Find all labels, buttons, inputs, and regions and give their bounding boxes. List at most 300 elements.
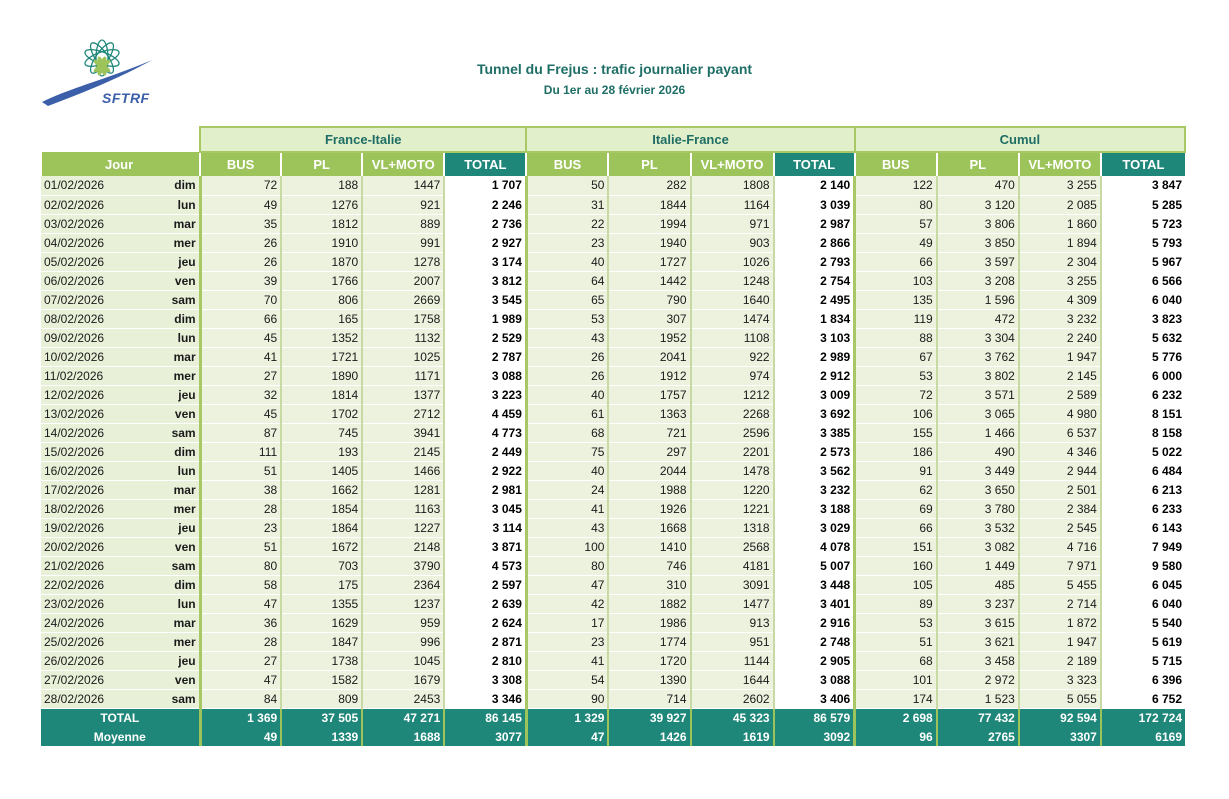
day-cell: mar bbox=[151, 613, 200, 632]
if-total-cell: 2 140 bbox=[774, 176, 855, 195]
if-bus-cell: 80 bbox=[526, 556, 608, 575]
cu-bus-cell: 105 bbox=[855, 575, 937, 594]
fi-pl-cell: 1702 bbox=[281, 404, 362, 423]
col-header-total: TOTAL bbox=[774, 152, 855, 176]
if-vl-moto-cell: 1640 bbox=[691, 290, 774, 309]
if-pl-cell: 1774 bbox=[608, 632, 690, 651]
col-header-bus: BUS bbox=[200, 152, 281, 176]
if-total-cell: 3 009 bbox=[774, 385, 855, 404]
table-row bbox=[41, 385, 1185, 404]
fi-pl-cell: 1629 bbox=[281, 613, 362, 632]
fi-vl-moto-footer-cell: 1688 bbox=[362, 727, 444, 746]
fi-pl-cell: 1738 bbox=[281, 651, 362, 670]
date-cell: 07/02/2026 bbox=[41, 290, 151, 309]
fi-total-cell: 3 871 bbox=[444, 537, 526, 556]
cu-total-cell: 6 040 bbox=[1101, 594, 1185, 613]
if-bus-cell: 23 bbox=[526, 632, 608, 651]
cu-total-cell: 9 580 bbox=[1101, 556, 1185, 575]
cu-bus-cell: 160 bbox=[855, 556, 937, 575]
table-row bbox=[41, 651, 1185, 670]
if-bus-cell: 22 bbox=[526, 214, 608, 233]
date-cell: 28/02/2026 bbox=[41, 689, 151, 708]
if-total-cell: 3 401 bbox=[774, 594, 855, 613]
if-total-cell: 3 562 bbox=[774, 461, 855, 480]
if-pl-cell: 307 bbox=[608, 309, 690, 328]
date-cell: 08/02/2026 bbox=[41, 309, 151, 328]
fi-total-cell: 4 459 bbox=[444, 404, 526, 423]
fi-vl-moto-cell: 3941 bbox=[362, 423, 444, 442]
fi-pl-cell: 1766 bbox=[281, 271, 362, 290]
if-bus-cell: 54 bbox=[526, 670, 608, 689]
fi-total-cell: 2 449 bbox=[444, 442, 526, 461]
fi-vl-moto-cell: 1377 bbox=[362, 385, 444, 404]
cu-bus-cell: 91 bbox=[855, 461, 937, 480]
fi-bus-cell: 51 bbox=[200, 461, 281, 480]
if-pl-cell: 1986 bbox=[608, 613, 690, 632]
day-cell: dim bbox=[151, 176, 200, 195]
cu-bus-cell: 88 bbox=[855, 328, 937, 347]
cu-vl-moto-cell: 7 971 bbox=[1019, 556, 1101, 575]
fi-pl-cell: 1672 bbox=[281, 537, 362, 556]
if-bus-cell: 23 bbox=[526, 233, 608, 252]
fi-bus-cell: 39 bbox=[200, 271, 281, 290]
group-cumul: Cumul bbox=[855, 127, 1185, 152]
cu-total-footer-cell: 172 724 bbox=[1101, 708, 1185, 727]
cu-vl-moto-cell: 2 085 bbox=[1019, 195, 1101, 214]
fi-vl-moto-cell: 2669 bbox=[362, 290, 444, 309]
cu-pl-cell: 485 bbox=[937, 575, 1019, 594]
cu-total-cell: 5 619 bbox=[1101, 632, 1185, 651]
if-vl-moto-cell: 922 bbox=[691, 347, 774, 366]
if-total-cell: 3 188 bbox=[774, 499, 855, 518]
date-cell: 20/02/2026 bbox=[41, 537, 151, 556]
date-cell: 18/02/2026 bbox=[41, 499, 151, 518]
if-vl-moto-cell: 1474 bbox=[691, 309, 774, 328]
date-cell: 10/02/2026 bbox=[41, 347, 151, 366]
if-total-cell: 3 029 bbox=[774, 518, 855, 537]
if-total-cell: 3 103 bbox=[774, 328, 855, 347]
if-vl-moto-cell: 974 bbox=[691, 366, 774, 385]
if-pl-cell: 1882 bbox=[608, 594, 690, 613]
cu-pl-cell: 3 237 bbox=[937, 594, 1019, 613]
cu-vl-moto-cell: 1 872 bbox=[1019, 613, 1101, 632]
date-cell: 06/02/2026 bbox=[41, 271, 151, 290]
cu-pl-cell: 472 bbox=[937, 309, 1019, 328]
cu-bus-cell: 66 bbox=[855, 252, 937, 271]
group-italie-france: Italie-France bbox=[526, 127, 854, 152]
if-total-cell: 3 385 bbox=[774, 423, 855, 442]
cu-total-cell: 5 776 bbox=[1101, 347, 1185, 366]
cu-total-cell: 5 022 bbox=[1101, 442, 1185, 461]
fi-bus-cell: 27 bbox=[200, 366, 281, 385]
day-cell: mar bbox=[151, 347, 200, 366]
if-bus-cell: 40 bbox=[526, 461, 608, 480]
col-header-total: TOTAL bbox=[1101, 152, 1185, 176]
fi-bus-footer-cell: 1 369 bbox=[200, 708, 281, 727]
day-cell: sam bbox=[151, 423, 200, 442]
cu-pl-cell: 1 466 bbox=[937, 423, 1019, 442]
cu-vl-moto-cell: 5 455 bbox=[1019, 575, 1101, 594]
fi-total-cell: 2 810 bbox=[444, 651, 526, 670]
if-bus-cell: 53 bbox=[526, 309, 608, 328]
cu-vl-moto-cell: 3 323 bbox=[1019, 670, 1101, 689]
if-total-cell: 3 448 bbox=[774, 575, 855, 594]
if-total-cell: 3 232 bbox=[774, 480, 855, 499]
if-pl-cell: 1940 bbox=[608, 233, 690, 252]
fi-bus-cell: 47 bbox=[200, 594, 281, 613]
col-header-jour: Jour bbox=[41, 152, 200, 176]
fi-pl-cell: 165 bbox=[281, 309, 362, 328]
fi-vl-moto-footer-cell: 47 271 bbox=[362, 708, 444, 727]
day-cell: lun bbox=[151, 461, 200, 480]
if-bus-footer-cell: 47 bbox=[526, 727, 608, 746]
fi-pl-cell: 1847 bbox=[281, 632, 362, 651]
page-title: Tunnel du Frejus : trafic journalier payant bbox=[476, 61, 753, 77]
if-pl-cell: 1442 bbox=[608, 271, 690, 290]
fi-total-cell: 2 597 bbox=[444, 575, 526, 594]
table-row bbox=[41, 176, 1185, 195]
if-total-cell: 4 078 bbox=[774, 537, 855, 556]
if-total-cell: 3 039 bbox=[774, 195, 855, 214]
cu-total-cell: 5 632 bbox=[1101, 328, 1185, 347]
cu-bus-cell: 62 bbox=[855, 480, 937, 499]
cu-pl-cell: 3 571 bbox=[937, 385, 1019, 404]
if-vl-moto-cell: 1248 bbox=[691, 271, 774, 290]
date-cell: 14/02/2026 bbox=[41, 423, 151, 442]
fi-bus-cell: 72 bbox=[200, 176, 281, 195]
if-vl-moto-cell: 2568 bbox=[691, 537, 774, 556]
if-pl-cell: 310 bbox=[608, 575, 690, 594]
if-total-cell: 3 088 bbox=[774, 670, 855, 689]
cu-vl-moto-footer-cell: 92 594 bbox=[1019, 708, 1101, 727]
col-header-total: TOTAL bbox=[444, 152, 526, 176]
if-total-cell: 2 793 bbox=[774, 252, 855, 271]
cu-vl-moto-cell: 4 716 bbox=[1019, 537, 1101, 556]
cu-pl-cell: 3 597 bbox=[937, 252, 1019, 271]
fi-bus-cell: 111 bbox=[200, 442, 281, 461]
if-vl-moto-cell: 971 bbox=[691, 214, 774, 233]
date-cell: 21/02/2026 bbox=[41, 556, 151, 575]
fi-pl-cell: 745 bbox=[281, 423, 362, 442]
fi-vl-moto-cell: 1163 bbox=[362, 499, 444, 518]
cu-vl-moto-cell: 5 055 bbox=[1019, 689, 1101, 708]
fi-pl-cell: 1864 bbox=[281, 518, 362, 537]
if-vl-moto-cell: 1808 bbox=[691, 176, 774, 195]
day-cell: mar bbox=[151, 214, 200, 233]
fi-pl-cell: 703 bbox=[281, 556, 362, 575]
cu-pl-cell: 3 802 bbox=[937, 366, 1019, 385]
cu-vl-moto-cell: 1 947 bbox=[1019, 632, 1101, 651]
if-bus-cell: 40 bbox=[526, 252, 608, 271]
cu-pl-cell: 3 850 bbox=[937, 233, 1019, 252]
fi-vl-moto-cell: 1171 bbox=[362, 366, 444, 385]
if-pl-cell: 2041 bbox=[608, 347, 690, 366]
if-vl-moto-cell: 1318 bbox=[691, 518, 774, 537]
if-total-cell: 2 866 bbox=[774, 233, 855, 252]
if-bus-cell: 47 bbox=[526, 575, 608, 594]
fi-vl-moto-cell: 1447 bbox=[362, 176, 444, 195]
date-cell: 15/02/2026 bbox=[41, 442, 151, 461]
table-row bbox=[41, 195, 1185, 214]
cu-pl-cell: 1 523 bbox=[937, 689, 1019, 708]
if-pl-footer-cell: 1426 bbox=[608, 727, 690, 746]
fi-vl-moto-cell: 1278 bbox=[362, 252, 444, 271]
fi-pl-cell: 1662 bbox=[281, 480, 362, 499]
day-cell: ven bbox=[151, 670, 200, 689]
fi-bus-cell: 70 bbox=[200, 290, 281, 309]
if-pl-cell: 1988 bbox=[608, 480, 690, 499]
table-row bbox=[41, 670, 1185, 689]
fi-bus-cell: 45 bbox=[200, 404, 281, 423]
cu-vl-moto-cell: 2 944 bbox=[1019, 461, 1101, 480]
fi-bus-cell: 35 bbox=[200, 214, 281, 233]
cu-pl-cell: 3 621 bbox=[937, 632, 1019, 651]
cu-vl-moto-cell: 4 980 bbox=[1019, 404, 1101, 423]
if-total-cell: 3 692 bbox=[774, 404, 855, 423]
if-vl-moto-cell: 951 bbox=[691, 632, 774, 651]
if-bus-cell: 26 bbox=[526, 347, 608, 366]
if-bus-cell: 31 bbox=[526, 195, 608, 214]
col-header-bus: BUS bbox=[526, 152, 608, 176]
fi-pl-cell: 1812 bbox=[281, 214, 362, 233]
fi-vl-moto-cell: 959 bbox=[362, 613, 444, 632]
fi-bus-cell: 87 bbox=[200, 423, 281, 442]
traffic-table bbox=[40, 126, 1186, 746]
cu-bus-cell: 186 bbox=[855, 442, 937, 461]
if-bus-cell: 61 bbox=[526, 404, 608, 423]
cu-bus-footer-cell: 2 698 bbox=[855, 708, 937, 727]
if-bus-cell: 17 bbox=[526, 613, 608, 632]
cu-total-cell: 6 000 bbox=[1101, 366, 1185, 385]
fi-pl-footer-cell: 1339 bbox=[281, 727, 362, 746]
if-bus-cell: 64 bbox=[526, 271, 608, 290]
fi-total-cell: 1 989 bbox=[444, 309, 526, 328]
cu-vl-moto-cell: 2 714 bbox=[1019, 594, 1101, 613]
if-bus-cell: 41 bbox=[526, 499, 608, 518]
cu-vl-moto-footer-cell: 3307 bbox=[1019, 727, 1101, 746]
fi-total-cell: 3 812 bbox=[444, 271, 526, 290]
fi-pl-cell: 1721 bbox=[281, 347, 362, 366]
date-cell: 17/02/2026 bbox=[41, 480, 151, 499]
cu-pl-cell: 3 762 bbox=[937, 347, 1019, 366]
fi-total-cell: 1 707 bbox=[444, 176, 526, 195]
if-total-cell: 2 573 bbox=[774, 442, 855, 461]
day-cell: ven bbox=[151, 537, 200, 556]
day-cell: ven bbox=[151, 404, 200, 423]
fi-vl-moto-cell: 1227 bbox=[362, 518, 444, 537]
if-vl-moto-cell: 1477 bbox=[691, 594, 774, 613]
if-vl-moto-cell: 1221 bbox=[691, 499, 774, 518]
fi-bus-cell: 41 bbox=[200, 347, 281, 366]
table-row bbox=[41, 404, 1185, 423]
fi-total-cell: 2 624 bbox=[444, 613, 526, 632]
if-bus-cell: 41 bbox=[526, 651, 608, 670]
cu-bus-cell: 89 bbox=[855, 594, 937, 613]
cu-pl-cell: 3 650 bbox=[937, 480, 1019, 499]
if-vl-moto-cell: 1644 bbox=[691, 670, 774, 689]
if-vl-moto-cell: 1108 bbox=[691, 328, 774, 347]
day-cell: lun bbox=[151, 328, 200, 347]
if-total-cell: 2 495 bbox=[774, 290, 855, 309]
if-bus-cell: 43 bbox=[526, 518, 608, 537]
cu-total-cell: 6 040 bbox=[1101, 290, 1185, 309]
fi-pl-cell: 1405 bbox=[281, 461, 362, 480]
cu-total-cell: 8 158 bbox=[1101, 423, 1185, 442]
table-row bbox=[41, 632, 1185, 651]
if-vl-moto-cell: 1220 bbox=[691, 480, 774, 499]
day-cell: mer bbox=[151, 632, 200, 651]
table-row bbox=[41, 499, 1185, 518]
fi-bus-cell: 45 bbox=[200, 328, 281, 347]
cu-bus-cell: 106 bbox=[855, 404, 937, 423]
column-header-row bbox=[41, 152, 1185, 176]
if-pl-footer-cell: 39 927 bbox=[608, 708, 690, 727]
date-cell: 23/02/2026 bbox=[41, 594, 151, 613]
if-pl-cell: 1844 bbox=[608, 195, 690, 214]
day-cell: jeu bbox=[151, 385, 200, 404]
fi-bus-cell: 26 bbox=[200, 233, 281, 252]
fi-total-cell: 3 045 bbox=[444, 499, 526, 518]
cu-vl-moto-cell: 3 232 bbox=[1019, 309, 1101, 328]
if-total-cell: 2 905 bbox=[774, 651, 855, 670]
day-cell: dim bbox=[151, 575, 200, 594]
fi-total-cell: 2 871 bbox=[444, 632, 526, 651]
cu-vl-moto-cell: 2 501 bbox=[1019, 480, 1101, 499]
if-pl-cell: 1363 bbox=[608, 404, 690, 423]
fi-bus-cell: 66 bbox=[200, 309, 281, 328]
fi-pl-cell: 809 bbox=[281, 689, 362, 708]
if-vl-moto-cell: 2602 bbox=[691, 689, 774, 708]
day-cell: dim bbox=[151, 442, 200, 461]
table-row bbox=[41, 480, 1185, 499]
cu-total-cell: 6 045 bbox=[1101, 575, 1185, 594]
fi-total-cell: 4 773 bbox=[444, 423, 526, 442]
fi-bus-cell: 38 bbox=[200, 480, 281, 499]
if-bus-cell: 26 bbox=[526, 366, 608, 385]
cu-bus-cell: 155 bbox=[855, 423, 937, 442]
if-bus-cell: 68 bbox=[526, 423, 608, 442]
fi-vl-moto-cell: 1758 bbox=[362, 309, 444, 328]
fi-bus-cell: 36 bbox=[200, 613, 281, 632]
if-vl-moto-cell: 1212 bbox=[691, 385, 774, 404]
date-cell: 13/02/2026 bbox=[41, 404, 151, 423]
fi-pl-cell: 1910 bbox=[281, 233, 362, 252]
cu-total-cell: 7 949 bbox=[1101, 537, 1185, 556]
fi-pl-cell: 1890 bbox=[281, 366, 362, 385]
cu-pl-cell: 470 bbox=[937, 176, 1019, 195]
if-vl-moto-cell: 4181 bbox=[691, 556, 774, 575]
cu-bus-cell: 174 bbox=[855, 689, 937, 708]
fi-vl-moto-cell: 2148 bbox=[362, 537, 444, 556]
total-row bbox=[41, 708, 1185, 727]
page-subtitle: Du 1er au 28 février 2026 bbox=[543, 83, 686, 97]
fi-pl-cell: 1814 bbox=[281, 385, 362, 404]
date-cell: 03/02/2026 bbox=[41, 214, 151, 233]
table-row bbox=[41, 290, 1185, 309]
if-total-cell: 5 007 bbox=[774, 556, 855, 575]
fi-pl-cell: 1276 bbox=[281, 195, 362, 214]
if-total-cell: 1 834 bbox=[774, 309, 855, 328]
cu-bus-cell: 103 bbox=[855, 271, 937, 290]
col-header-vl-moto: VL+MOTO bbox=[1019, 152, 1101, 176]
cu-bus-cell: 53 bbox=[855, 613, 937, 632]
day-cell: mer bbox=[151, 233, 200, 252]
if-vl-moto-cell: 2596 bbox=[691, 423, 774, 442]
fi-vl-moto-cell: 889 bbox=[362, 214, 444, 233]
cu-total-cell: 5 715 bbox=[1101, 651, 1185, 670]
fi-bus-cell: 51 bbox=[200, 537, 281, 556]
table-body bbox=[41, 176, 1185, 708]
table-row bbox=[41, 271, 1185, 290]
table-footer bbox=[41, 708, 1185, 746]
cu-total-cell: 6 566 bbox=[1101, 271, 1185, 290]
fi-vl-moto-cell: 1025 bbox=[362, 347, 444, 366]
cu-pl-footer-cell: 2765 bbox=[937, 727, 1019, 746]
date-cell: 05/02/2026 bbox=[41, 252, 151, 271]
if-total-cell: 2 989 bbox=[774, 347, 855, 366]
if-bus-cell: 90 bbox=[526, 689, 608, 708]
cu-bus-cell: 119 bbox=[855, 309, 937, 328]
if-pl-cell: 746 bbox=[608, 556, 690, 575]
cu-pl-cell: 3 806 bbox=[937, 214, 1019, 233]
fi-bus-footer-cell: 49 bbox=[200, 727, 281, 746]
date-cell: 09/02/2026 bbox=[41, 328, 151, 347]
cu-vl-moto-cell: 4 346 bbox=[1019, 442, 1101, 461]
if-bus-cell: 42 bbox=[526, 594, 608, 613]
col-header-vl-moto: VL+MOTO bbox=[691, 152, 774, 176]
table-row bbox=[41, 613, 1185, 632]
table-row bbox=[41, 423, 1185, 442]
fi-pl-cell: 175 bbox=[281, 575, 362, 594]
cu-bus-cell: 122 bbox=[855, 176, 937, 195]
table-row bbox=[41, 309, 1185, 328]
fi-pl-cell: 1854 bbox=[281, 499, 362, 518]
fi-bus-cell: 32 bbox=[200, 385, 281, 404]
cu-total-cell: 3 847 bbox=[1101, 176, 1185, 195]
fi-pl-cell: 1352 bbox=[281, 328, 362, 347]
day-cell: lun bbox=[151, 594, 200, 613]
cu-total-cell: 3 823 bbox=[1101, 309, 1185, 328]
cu-pl-cell: 2 972 bbox=[937, 670, 1019, 689]
average-row bbox=[41, 727, 1185, 746]
fi-pl-cell: 1870 bbox=[281, 252, 362, 271]
fi-bus-cell: 58 bbox=[200, 575, 281, 594]
if-pl-cell: 297 bbox=[608, 442, 690, 461]
fi-pl-cell: 806 bbox=[281, 290, 362, 309]
fi-vl-moto-cell: 1132 bbox=[362, 328, 444, 347]
date-cell: 25/02/2026 bbox=[41, 632, 151, 651]
table-row bbox=[41, 442, 1185, 461]
cu-bus-cell: 66 bbox=[855, 518, 937, 537]
cu-total-cell: 5 540 bbox=[1101, 613, 1185, 632]
cu-vl-moto-cell: 4 309 bbox=[1019, 290, 1101, 309]
fi-pl-cell: 1355 bbox=[281, 594, 362, 613]
fi-vl-moto-cell: 921 bbox=[362, 195, 444, 214]
fi-total-cell: 4 573 bbox=[444, 556, 526, 575]
cu-pl-cell: 3 082 bbox=[937, 537, 1019, 556]
fi-vl-moto-cell: 2712 bbox=[362, 404, 444, 423]
if-vl-moto-cell: 2268 bbox=[691, 404, 774, 423]
if-bus-cell: 43 bbox=[526, 328, 608, 347]
if-vl-moto-cell: 913 bbox=[691, 613, 774, 632]
col-header-pl: PL bbox=[608, 152, 690, 176]
cu-bus-cell: 72 bbox=[855, 385, 937, 404]
if-pl-cell: 1994 bbox=[608, 214, 690, 233]
cu-pl-cell: 3 458 bbox=[937, 651, 1019, 670]
if-total-cell: 3 406 bbox=[774, 689, 855, 708]
fi-bus-cell: 28 bbox=[200, 499, 281, 518]
if-bus-footer-cell: 1 329 bbox=[526, 708, 608, 727]
